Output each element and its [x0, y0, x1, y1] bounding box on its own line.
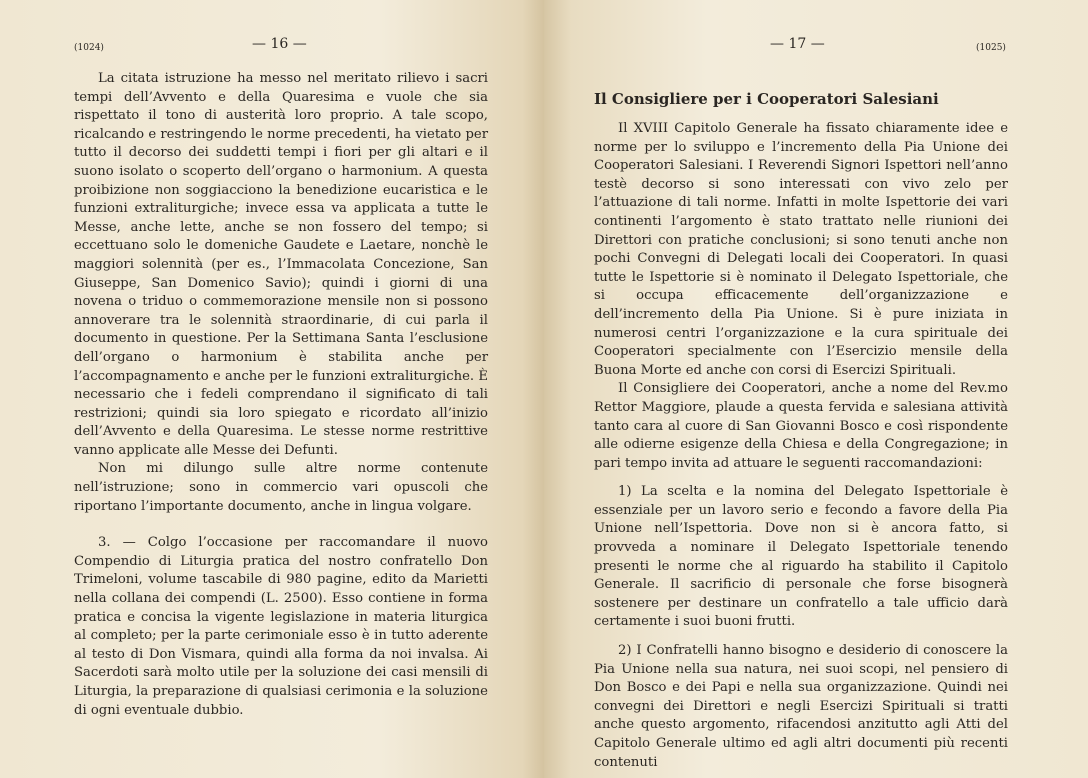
right-page-body: [594, 120, 1008, 772]
left-paragraph-2: Non mi dilungo sulle altre norme contenute nell’istruzione; sono in commercio vari opuscoli che riportano l’importante documento, anche in lingua volgare.: [74, 461, 488, 514]
right-page-number: — 17 —: [770, 36, 825, 52]
left-paragraph-3: 3. — Colgo l’occasione per raccomandare il nuovo Compendio di Liturgia pratica del nostro confratello Don Trimeloni, volume tascabile di 980 pagine, edito da Marietti nella collana dei compendi (L. 2500). Esso contiene in forma pratica e concisa la vigente legislazione in materia liturgica al completo; per la parte cerimoniale esso è in tutto aderente al testo di Don Vismara, quindi alla forma da noi invalsa. Ai Sacerdoti sarà molto utile per la soluzione dei casi mensili di Liturgia, la preparazione di qualsiasi cerimonia e la soluzione di ogni eventuale dubbio.: [74, 535, 488, 718]
left-page-number: — 16 —: [252, 36, 307, 52]
right-paragraph-3: 1) La scelta e la nomina del Delegato Ispettoriale è essenziale per un lavoro serio e fecondo a favore della Pia Unione nell’Ispettoria. Dove non si è ancora fatto, si provveda a nominare il Delegato Ispettoriale tenendo presenti le norme che al riguardo ha stabilito il Capitolo Generale. Il sacrificio di personale che forse bisognerà sostenere per destinare un confratello a tale ufficio darà certamente i suoi buoni frutti.: [594, 484, 1008, 630]
right-paragraph-2: Il Consigliere dei Cooperatori, anche a nome del Rev.mo Rettor Maggiore, plaude a questa fervida e salesiana attività tanto cara al cuore di San Giovanni Bosco e così rispondente alle odierne esigenze della Chiesa e della Congregazione; in pari tempo invita ad attuare le seguenti raccomandazioni:: [594, 381, 1008, 471]
section-title: Il Consigliere per i Cooperatori Salesiani: [594, 90, 939, 108]
left-page-running-number: (1024): [74, 43, 104, 53]
right-paragraph-1: Il XVIII Capitolo Generale ha fissato chiaramente idee e norme per lo sviluppo e l’incremento della Pia Unione dei Cooperatori Salesiani. I Reverendi Signori Ispettori nell’anno testè decorso si sono interessati con vivo zelo per l’attuazione di tali norme. Infatti in molte Ispettorie dei vari continenti l’argomento è stato trattato nelle riunioni dei Direttori con pratiche conclusioni; si sono tenuti anche non pochi Convegni di Delegati locali dei Cooperatori. In quasi tutte le Ispettorie si è nominato il Delegato Ispettoriale, che si occupa efficacemente dell’organizzazione e dell’incremento della Pia Unione. Si è pure iniziata in numerosi centri l’organizzazione e la cura spirituale dei Cooperatori specialmente con l’Esercizio mensile della Buona Morte ed anche con corsi di Esercizi Spirituali.: [594, 121, 1008, 378]
right-paragraph-4: 2) I Confratelli hanno bisogno e desiderio di conoscere la Pia Unione nella sua natura, nei suoi scopi, nel pensiero di Don Bosco e dei Papi e nella sua organizzazione. Quindi nei convegni dei Direttori e negli Esercizi Spirituali si tratti anche questo argomento, rifacendosi anzitutto agli Atti del Capitolo Generale ultimo ed agli altri documenti più recenti contenuti: [594, 643, 1008, 770]
right-page: [544, 0, 1088, 778]
left-page-body: [74, 70, 488, 720]
left-paragraph-1: La citata istruzione ha messo nel meritato rilievo i sacri tempi dell’Avvento e della Quaresima e vuole che sia rispettato il tono di austerità loro proprio. A tale scopo, ricalcando e restringendo le norme precedenti, ha vietato per tutto il decorso dei suddetti tempi i fiori per gli altari e il suono isolato o scoperto dell’organo o harmonium. A questa proibizione non soggiacciono la benedizione eucaristica e le funzioni extraliturgiche; invece essa va applicata a tutte le Messe, anche lette, anche se non fossero del tempo; si eccettuano solo le domeniche Gaudete e Laetare, nonchè le maggiori solennità (per es., l’Immacolata Concezione, San Giuseppe, San Domenico Savio); quindi i giorni di una novena o triduo o commemorazione mensile non si possono annoverare tra le solennità straordinarie, di cui parla il documento in questione. Per la Settimana Santa l’esclusione dell’organo o harmonium è stabilita anche per l’accompagnamento e anche per le funzioni extraliturgiche. È necessario che i fedeli comprendano il significato di tali restrizioni; quindi sia loro spiegato e ricordato all’inizio dell’Avvento e della Quaresima. Le stesse norme restrittive vanno applicate alle Messe dei Defunti.: [74, 71, 488, 458]
right-page-running-number: (1025): [976, 43, 1006, 53]
